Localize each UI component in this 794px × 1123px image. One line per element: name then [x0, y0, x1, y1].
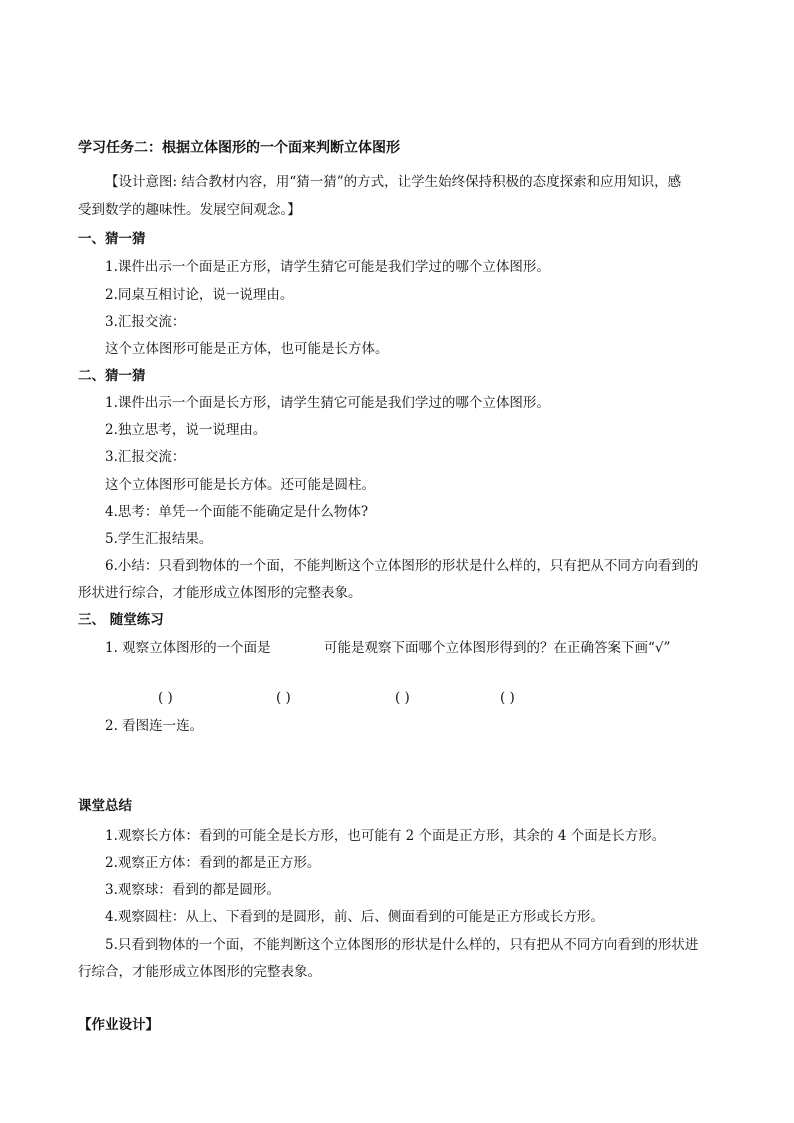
section1-heading: 一、猜一猜 — [78, 231, 146, 247]
section2-item: 5.学生汇报结果。 — [105, 531, 213, 547]
section1-item: 2.同桌互相讨论，说一说理由。 — [105, 287, 294, 303]
section2-item: 这个立体图形可能是长方体。还可能是圆柱。 — [105, 477, 375, 493]
section2-item: 3.汇报交流： — [105, 449, 186, 465]
summary-item: 5.只看到物体的一个面，不能判断这个立体图形的形状是什么样的，只有把从不同方向看到的形状进 — [105, 937, 699, 953]
section1-item: 1.课件出示一个面是正方形，请学生猜它可能是我们学过的哪个立体图形。 — [105, 259, 550, 275]
section2-item: 2.独立思考，说一说理由。 — [105, 422, 267, 438]
section2-item: 1.课件出示一个面是长方形，请学生猜它可能是我们学过的哪个立体图形。 — [105, 395, 550, 411]
exercise1-question: 可能是观察下面哪个立体图形得到的？在正确答案下画“√” — [324, 640, 671, 656]
answer-blank[interactable]: ( ) — [395, 690, 410, 706]
answer-blank[interactable]: ( ) — [500, 690, 515, 706]
summary-item: 行综合，才能形成立体图形的完整表象。 — [78, 964, 321, 980]
design-intent-line-2: 受到数学的趣味性。发展空间观念。】 — [78, 202, 301, 218]
answer-blank[interactable]: ( ) — [158, 690, 173, 706]
section1-item: 3.汇报交流： — [105, 314, 186, 330]
section1-item: 这个立体图形可能是正方体，也可能是长方体。 — [105, 341, 389, 357]
section3-heading: 三、 随堂练习 — [78, 612, 164, 628]
section2-item: 4.思考：单凭一个面能不能确定是什么物体? — [105, 504, 369, 520]
section2-item: 6.小结：只看到物体的一个面，不能判断这个立体图形的形状是什么样的，只有把从不同方向看到的 — [105, 558, 699, 574]
homework-heading: 【作业设计】 — [78, 1017, 159, 1033]
exercise2-text: 2. 看图连一连。 — [105, 718, 204, 734]
section2-item: 形状进行综合，才能形成立体图形的完整表象。 — [78, 585, 362, 601]
summary-heading: 课堂总结 — [78, 798, 132, 814]
answer-blank[interactable]: ( ) — [276, 690, 291, 706]
exercise1-text: 1. 观察立体图形的一个面是 — [105, 640, 271, 656]
summary-item: 3.观察球：看到的都是圆形。 — [105, 882, 280, 898]
summary-item: 2.观察正方体：看到的都是正方形。 — [105, 855, 321, 871]
section2-heading: 二、猜一猜 — [78, 368, 146, 384]
summary-item: 1.观察长方体：看到的可能全是长方形，也可能有 2 个面是正方形，其余的 4 个面是长方形。 — [105, 828, 666, 844]
task-title: 学习任务二：根据立体图形的一个面来判断立体图形 — [78, 140, 400, 156]
summary-item: 4.观察圆柱：从上、下看到的是圆形，前、后、侧面看到的可能是正方形或长方形。 — [105, 909, 604, 925]
design-intent-line-1: 【设计意图: 结合教材内容，用“猜一猜”的方式，让学生始终保持积极的态度探索和应用知识，感 — [105, 174, 682, 190]
